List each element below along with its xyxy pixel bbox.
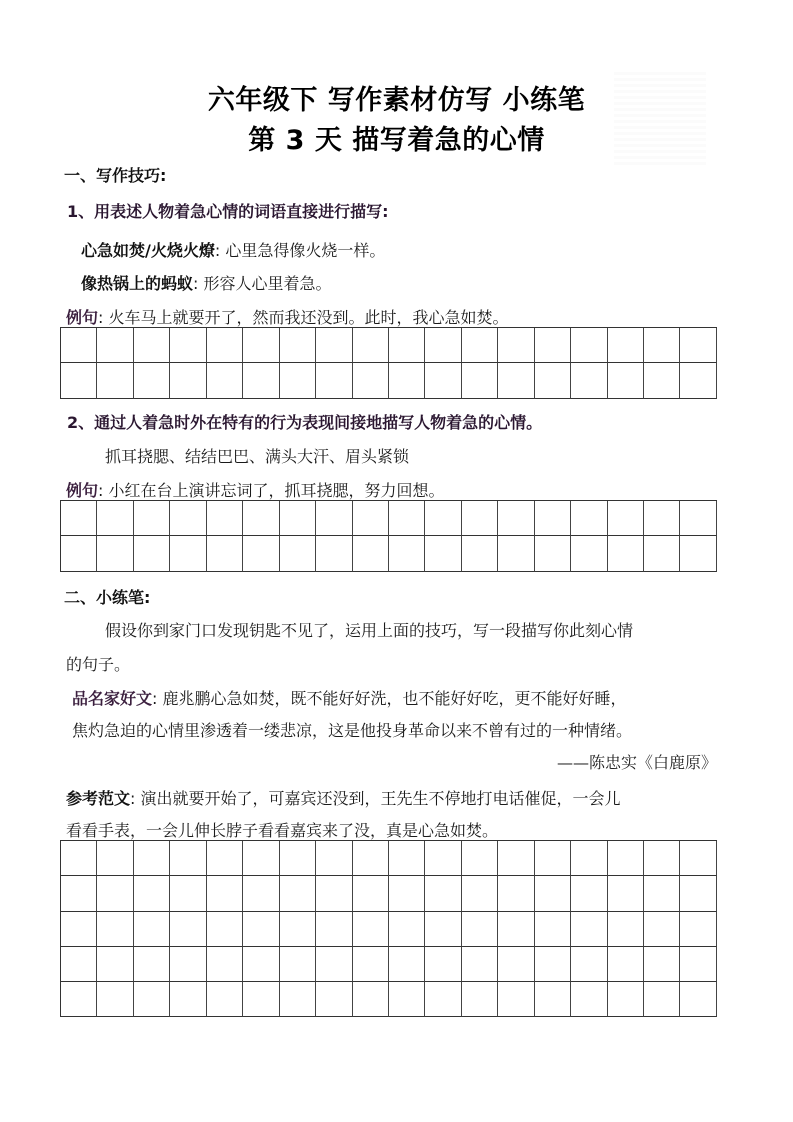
grid-cell[interactable]	[680, 363, 716, 398]
grid-cell[interactable]	[389, 876, 425, 911]
grid-cell[interactable]	[243, 501, 279, 536]
grid-cell[interactable]	[535, 947, 571, 982]
grid-cell[interactable]	[61, 328, 97, 363]
grid-cell[interactable]	[353, 912, 389, 947]
grid-cell[interactable]	[97, 536, 133, 571]
grid-cell[interactable]	[170, 501, 206, 536]
grid-cell[interactable]	[207, 841, 243, 876]
grid-cell[interactable]	[280, 876, 316, 911]
grid-cell[interactable]	[243, 328, 279, 363]
grid-cell[interactable]	[134, 841, 170, 876]
example-sentence-1	[66, 305, 509, 328]
exercise-prompt-line2: 的句子。	[66, 655, 131, 674]
grid-cell[interactable]	[462, 982, 498, 1017]
grid-cell[interactable]	[243, 982, 279, 1017]
grid-cell[interactable]	[389, 536, 425, 571]
section1-heading: 一、写作技巧:	[64, 166, 167, 185]
term-row-1	[81, 238, 385, 261]
grid-cell[interactable]	[644, 982, 680, 1017]
grid-cell[interactable]	[353, 947, 389, 982]
example-text: : 小红在台上演讲忘词了，抓耳挠腮，努力回想。	[98, 481, 445, 500]
grid-cell[interactable]	[243, 841, 279, 876]
grid-cell[interactable]	[608, 841, 644, 876]
grid-cell[interactable]	[207, 328, 243, 363]
grid-cell[interactable]	[207, 876, 243, 911]
grid-cell[interactable]	[608, 328, 644, 363]
grid-cell[interactable]	[571, 363, 607, 398]
grid-cell[interactable]	[316, 876, 352, 911]
grid-cell[interactable]	[425, 363, 461, 398]
grid-cell[interactable]	[498, 328, 534, 363]
term-definition: : 心里急得像火烧一样。	[214, 241, 386, 260]
grid-cell[interactable]	[498, 363, 534, 398]
grid-cell[interactable]	[243, 536, 279, 571]
grid-cell[interactable]	[97, 947, 133, 982]
grid-cell[interactable]	[498, 536, 534, 571]
grid-cell[interactable]	[61, 947, 97, 982]
grid-cell[interactable]	[462, 536, 498, 571]
grid-cell[interactable]	[425, 912, 461, 947]
grid-cell[interactable]	[498, 947, 534, 982]
reference-essay-line2: 看看手表，一会儿伸长脖子看看嘉宾来了没，真是心急如焚。	[66, 821, 499, 840]
grid-cell[interactable]	[170, 982, 206, 1017]
grid-cell[interactable]	[571, 982, 607, 1017]
grid-cell[interactable]	[680, 328, 716, 363]
technique2-heading: 2、通过人着急时外在特有的行为表现间接地描写人物着急的心情。	[67, 413, 543, 432]
grid-cell[interactable]	[316, 328, 352, 363]
grid-cell[interactable]	[644, 876, 680, 911]
grid-cell[interactable]	[498, 501, 534, 536]
grid-cell[interactable]	[61, 982, 97, 1017]
grid-cell[interactable]	[535, 536, 571, 571]
grid-cell[interactable]	[462, 912, 498, 947]
grid-cell[interactable]	[316, 536, 352, 571]
grid-cell[interactable]	[462, 947, 498, 982]
grid-cell[interactable]	[535, 912, 571, 947]
grid-cell[interactable]	[280, 982, 316, 1017]
grid-cell[interactable]	[389, 501, 425, 536]
grid-cell[interactable]	[608, 912, 644, 947]
grid-cell[interactable]	[389, 947, 425, 982]
grid-cell[interactable]	[680, 912, 716, 947]
grid-cell[interactable]	[61, 501, 97, 536]
grid-cell[interactable]	[97, 841, 133, 876]
grid-cell[interactable]	[571, 841, 607, 876]
grid-cell[interactable]	[61, 841, 97, 876]
grid-cell[interactable]	[243, 912, 279, 947]
grid-cell[interactable]	[170, 363, 206, 398]
reference-essay-line1	[66, 786, 621, 809]
grid-cell[interactable]	[316, 912, 352, 947]
reference-text: : 演出就要开始了，可嘉宾还没到，王先生不停地打电话催促，一会儿	[130, 789, 621, 808]
grid-cell[interactable]	[207, 501, 243, 536]
grid-cell[interactable]	[207, 363, 243, 398]
grid-cell[interactable]	[571, 501, 607, 536]
grid-cell[interactable]	[243, 363, 279, 398]
grid-cell[interactable]	[644, 501, 680, 536]
grid-cell[interactable]	[207, 536, 243, 571]
grid-cell[interactable]	[170, 947, 206, 982]
grid-cell[interactable]	[608, 363, 644, 398]
classic-text: : 鹿兆鹏心急如焚，既不能好好洗，也不能好好吃，更不能好好睡，	[152, 689, 627, 708]
grid-cell[interactable]	[134, 947, 170, 982]
grid-cell[interactable]	[498, 876, 534, 911]
grid-cell[interactable]	[207, 912, 243, 947]
document-subtitle: 第 3 天 描写着急的心情	[248, 125, 545, 156]
grid-cell[interactable]	[243, 876, 279, 911]
grid-cell[interactable]	[644, 947, 680, 982]
grid-cell[interactable]	[97, 912, 133, 947]
grid-cell[interactable]	[207, 982, 243, 1017]
grid-cell[interactable]	[353, 841, 389, 876]
grid-cell[interactable]	[316, 363, 352, 398]
grid-cell[interactable]	[608, 982, 644, 1017]
document-title: 六年级下 写作素材仿写 小练笔	[207, 85, 586, 116]
example-label: 例句	[66, 308, 99, 327]
grid-cell[interactable]	[280, 328, 316, 363]
grid-cell[interactable]	[353, 876, 389, 911]
grid-cell[interactable]	[680, 841, 716, 876]
grid-cell[interactable]	[316, 982, 352, 1017]
grid-cell[interactable]	[134, 363, 170, 398]
technique1-heading: 1、用表述人物着急心情的词语直接进行描写:	[67, 202, 389, 221]
grid-cell[interactable]	[571, 876, 607, 911]
grid-cell[interactable]	[425, 501, 461, 536]
grid-cell[interactable]	[353, 363, 389, 398]
grid-cell[interactable]	[280, 536, 316, 571]
exercise-prompt-line1: 假设你到家门口发现钥匙不见了，运用上面的技巧，写一段描写你此刻心情	[105, 621, 634, 640]
example-sentence-2	[66, 478, 445, 501]
grid-cell[interactable]	[134, 501, 170, 536]
grid-cell[interactable]	[462, 876, 498, 911]
grid-cell[interactable]	[608, 501, 644, 536]
grid-cell[interactable]	[61, 536, 97, 571]
grid-cell[interactable]	[61, 876, 97, 911]
grid-cell[interactable]	[644, 363, 680, 398]
grid-cell[interactable]	[571, 536, 607, 571]
grid-cell[interactable]	[535, 328, 571, 363]
grid-cell[interactable]	[353, 501, 389, 536]
grid-cell[interactable]	[97, 328, 133, 363]
term-label: 像热锅上的蚂蚁	[81, 274, 194, 293]
classic-label: 品名家好文	[72, 689, 153, 708]
grid-cell[interactable]	[243, 947, 279, 982]
example-text: : 火车马上就要开了，然而我还没到。此时，我心急如焚。	[98, 308, 509, 327]
grid-cell[interactable]	[680, 947, 716, 982]
grid-cell[interactable]	[97, 876, 133, 911]
grid-cell[interactable]	[425, 841, 461, 876]
grid-cell[interactable]	[170, 876, 206, 911]
writing-grid-3[interactable]	[60, 840, 717, 1017]
grid-cell[interactable]	[134, 536, 170, 571]
grid-cell[interactable]	[170, 328, 206, 363]
grid-cell[interactable]	[316, 947, 352, 982]
grid-cell[interactable]	[425, 328, 461, 363]
grid-cell[interactable]	[389, 328, 425, 363]
grid-cell[interactable]	[134, 912, 170, 947]
reference-label: 参考范文	[66, 789, 131, 808]
grid-cell[interactable]	[644, 841, 680, 876]
grid-cell[interactable]	[571, 912, 607, 947]
grid-cell[interactable]	[535, 982, 571, 1017]
grid-cell[interactable]	[425, 982, 461, 1017]
grid-cell[interactable]	[680, 876, 716, 911]
grid-cell[interactable]	[280, 501, 316, 536]
grid-cell[interactable]	[353, 982, 389, 1017]
behavior-phrases: 抓耳挠腮、结结巴巴、满头大汗、眉头紧锁	[105, 447, 410, 466]
grid-cell[interactable]	[389, 912, 425, 947]
grid-cell[interactable]	[134, 328, 170, 363]
grid-cell[interactable]	[97, 363, 133, 398]
term-label: 心急如焚/火烧火燎	[81, 241, 215, 260]
grid-cell[interactable]	[97, 501, 133, 536]
classic-excerpt-line1	[72, 686, 627, 709]
grid-cell[interactable]	[316, 841, 352, 876]
grid-cell[interactable]	[280, 841, 316, 876]
grid-cell[interactable]	[389, 363, 425, 398]
writing-grid-1[interactable]	[60, 327, 717, 399]
grid-cell[interactable]	[389, 982, 425, 1017]
grid-cell[interactable]	[353, 536, 389, 571]
grid-cell[interactable]	[425, 947, 461, 982]
grid-cell[interactable]	[170, 536, 206, 571]
grid-cell[interactable]	[280, 912, 316, 947]
grid-cell[interactable]	[680, 501, 716, 536]
grid-cell[interactable]	[644, 912, 680, 947]
section2-heading: 二、小练笔:	[64, 588, 151, 607]
grid-cell[interactable]	[134, 876, 170, 911]
grid-cell[interactable]	[462, 841, 498, 876]
grid-cell[interactable]	[61, 363, 97, 398]
grid-cell[interactable]	[170, 841, 206, 876]
grid-cell[interactable]	[316, 501, 352, 536]
grid-cell[interactable]	[425, 536, 461, 571]
grid-cell[interactable]	[571, 328, 607, 363]
grid-cell[interactable]	[97, 982, 133, 1017]
grid-cell[interactable]	[498, 982, 534, 1017]
grid-cell[interactable]	[498, 912, 534, 947]
grid-cell[interactable]	[608, 536, 644, 571]
grid-cell[interactable]	[535, 841, 571, 876]
grid-cell[interactable]	[280, 363, 316, 398]
grid-cell[interactable]	[535, 501, 571, 536]
grid-cell[interactable]	[134, 982, 170, 1017]
grid-cell[interactable]	[498, 841, 534, 876]
grid-cell[interactable]	[389, 841, 425, 876]
grid-cell[interactable]	[680, 536, 716, 571]
grid-cell[interactable]	[644, 536, 680, 571]
grid-cell[interactable]	[608, 876, 644, 911]
grid-cell[interactable]	[680, 982, 716, 1017]
grid-cell[interactable]	[462, 328, 498, 363]
classic-excerpt-line2: 焦灼急迫的心情里渗透着一缕悲凉，这是他投身革命以来不曾有过的一种情绪。	[72, 721, 633, 740]
term-row-2	[81, 271, 332, 294]
grid-cell[interactable]	[280, 947, 316, 982]
writing-grid-2[interactable]	[60, 500, 717, 572]
grid-cell[interactable]	[207, 947, 243, 982]
grid-cell[interactable]	[462, 363, 498, 398]
grid-cell[interactable]	[353, 328, 389, 363]
grid-cell[interactable]	[462, 501, 498, 536]
term-definition: : 形容人心里着急。	[193, 274, 332, 293]
grid-cell[interactable]	[535, 363, 571, 398]
grid-cell[interactable]	[608, 947, 644, 982]
grid-cell[interactable]	[535, 876, 571, 911]
grid-cell[interactable]	[644, 328, 680, 363]
classic-source: ——陈忠实《白鹿原》	[556, 753, 717, 772]
grid-cell[interactable]	[425, 876, 461, 911]
grid-cell[interactable]	[170, 912, 206, 947]
grid-cell[interactable]	[571, 947, 607, 982]
example-label: 例句	[66, 481, 99, 500]
grid-cell[interactable]	[61, 912, 97, 947]
